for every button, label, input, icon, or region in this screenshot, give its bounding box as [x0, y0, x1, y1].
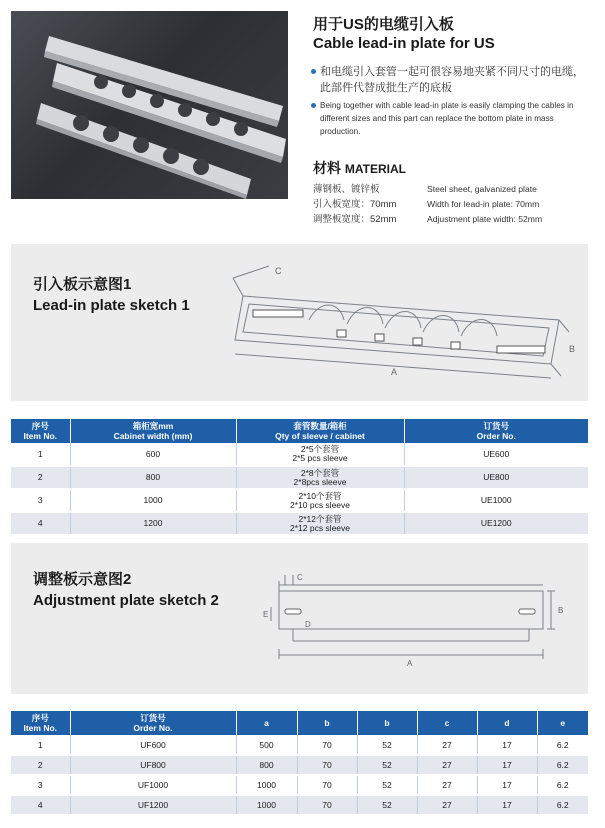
sketch2-title-en: Adjustment plate sketch 2: [33, 592, 219, 609]
dim-label: C: [275, 266, 282, 276]
adjustment-plate-drawing: [249, 569, 569, 669]
dim-label: A: [391, 367, 398, 377]
product-photo: [11, 11, 288, 199]
sketch1-title-zh: 引入板示意图1: [33, 276, 132, 293]
sketch-panel-2: [11, 543, 588, 694]
product-title-en: Cable lead-in plate for US: [313, 35, 495, 52]
material-line: 调整板宽度：52mm: [313, 214, 397, 225]
material-line: Width for lead-in plate: 70mm: [427, 199, 540, 209]
dim-label: C: [297, 573, 303, 582]
material-line: 引入板宽度：70mm: [313, 199, 397, 210]
material-heading: [313, 158, 406, 178]
material-list-en: [427, 182, 542, 227]
material-heading-en: MATERIAL: [344, 162, 406, 176]
table-row: 1 600 2*5个套管 2*5 pcs sleeve UE600: [11, 443, 588, 466]
material-heading-zh: 材料: [313, 160, 341, 176]
material-list-zh: [313, 182, 396, 227]
table-header: 序号 Item No.: [11, 711, 70, 735]
description-en: Being together with cable lead-in plate is easily clamping the cables in different sizes and this part can replace the bottom plate in mass production.: [311, 99, 593, 138]
table-row: 3 1000 2*10个套管 2*10 pcs sleeve UE1000: [11, 489, 588, 512]
sketch-panel-1: [11, 244, 588, 401]
table-header: e: [537, 711, 588, 735]
material-line: Steel sheet, galvanized plate: [427, 184, 537, 194]
product-title-zh: 用于US的电缆引入板: [313, 16, 454, 33]
table-header: 订货号 Order No.: [404, 419, 588, 443]
adjustment-plate-table: [11, 711, 588, 816]
sketch1-title-en: Lead-in plate sketch 1: [33, 297, 190, 314]
material-line: 薄钢板、镀锌板: [313, 184, 380, 195]
dim-label: B: [558, 606, 564, 615]
table-header: c: [417, 711, 477, 735]
dim-label: A: [407, 659, 413, 668]
table-header: 订货号 Order No.: [70, 711, 236, 735]
table-header: b: [357, 711, 417, 735]
table-row: 1 UF600 500 70 52 27 17 6.2: [11, 735, 588, 755]
table-row: 3 UF1000 1000 70 52 27 17 6.2: [11, 775, 588, 795]
product-description: [311, 64, 593, 138]
table-row: 2 800 2*8个套管 2*8pcs sleeve UE800: [11, 466, 588, 489]
material-line: Adjustment plate width: 52mm: [427, 214, 543, 224]
dim-label: D: [305, 620, 311, 629]
table-header: 箱柜宽mm Cabinet width (mm): [70, 419, 236, 443]
lead-in-plate-table: [11, 419, 588, 536]
table-header: b: [297, 711, 357, 735]
table-row: 4 1200 2*12个套管 2*12 pcs sleeve UE1200: [11, 512, 588, 535]
table-row: 2 UF800 800 70 52 27 17 6.2: [11, 755, 588, 775]
dim-label: B: [569, 344, 576, 354]
table-row: 4 UF1200 1000 70 52 27 17 6.2: [11, 795, 588, 815]
lead-in-plate-drawing: [229, 258, 584, 388]
table-header: d: [477, 711, 537, 735]
table-header: 套管数量/箱柜 Qty of sleeve / cabinet: [236, 419, 404, 443]
sketch2-title-zh: 调整板示意图2: [33, 571, 132, 588]
dim-label: E: [263, 610, 269, 619]
table-header: a: [236, 711, 297, 735]
table-header: 序号 Item No.: [11, 419, 70, 443]
description-zh: 和电缆引入套管一起可很容易地夹紧不同尺寸的电缆，此部件代替成批生产的底板: [311, 64, 593, 96]
